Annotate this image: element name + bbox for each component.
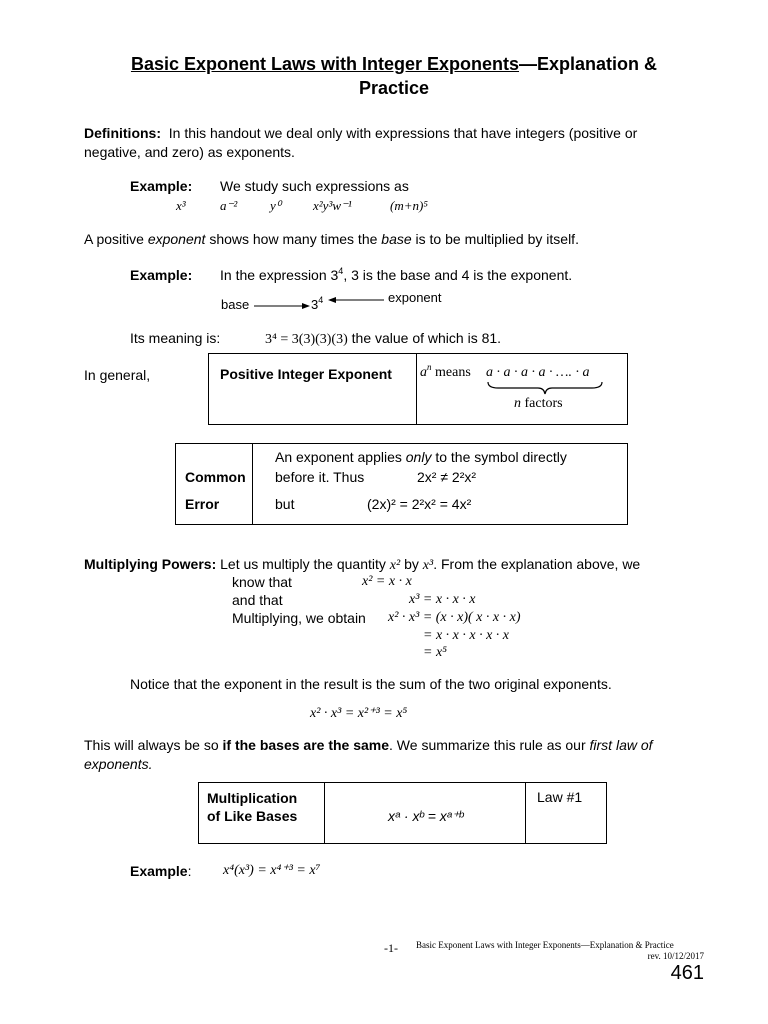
know-that-expr: x² = x · x <box>362 574 412 589</box>
example3-label-text: Example <box>130 863 188 879</box>
ex2-pre: In the expression 3 <box>220 267 339 283</box>
law1-label2: of Like Bases <box>207 808 298 824</box>
title-underlined: Basic Exponent Laws with Integer Exponents <box>130 54 520 74</box>
always-italic2: exponents. <box>84 756 153 772</box>
example2-label: Example: <box>130 267 193 283</box>
title-rest: —Explanation & <box>519 54 658 74</box>
factors-n: n <box>514 396 521 411</box>
multiplying-obtain-expr: x² · x³ = (x · x)( x · x · x) <box>388 610 521 625</box>
definitions-paragraph <box>84 124 704 162</box>
law1-label <box>207 789 297 825</box>
ce-line1-pre: An exponent applies <box>275 449 406 465</box>
footer-rev: rev. 10/12/2017 <box>647 951 704 961</box>
pe-mid: shows how many times the <box>205 231 382 247</box>
law1-formula: xᵃ · xᵇ = xᵃ⁺ᵇ <box>388 808 464 824</box>
meaning-line <box>265 330 501 348</box>
pie-means-word: means <box>431 365 471 380</box>
mp-c: . From the explanation above, we <box>433 556 641 572</box>
always-bold: if the bases are the same <box>222 737 390 753</box>
mp-x3: x³ <box>422 558 434 573</box>
factors-brace <box>486 380 604 396</box>
page-title <box>80 52 708 100</box>
pie-box-title: Positive Integer Exponent <box>220 366 392 382</box>
definitions-line2: negative, and zero) as exponents. <box>84 144 295 160</box>
common-error-but: but <box>275 496 295 512</box>
example3-label <box>130 863 191 879</box>
common-error-line2: before it. Thus <box>275 469 365 485</box>
positive-exponent-sentence <box>84 231 579 247</box>
always-mid: . We summarize this rule as our <box>389 737 590 753</box>
general-label: In general, <box>84 367 151 383</box>
mp-a: Let us multiply the quantity <box>220 556 390 572</box>
and-that-label: and that <box>232 592 283 608</box>
always-italic1: first law of <box>589 737 653 753</box>
center-three <box>311 297 323 312</box>
and-that-expr: x³ = x · x · x <box>409 592 476 607</box>
example1-label: Example: <box>130 178 193 194</box>
center-sup: 4 <box>318 295 324 305</box>
example1-expr-5: (m+n)⁵ <box>390 198 428 213</box>
multiplying-obtain-label: Multiplying, we obtain <box>232 610 366 626</box>
law1-label1: Multiplication <box>207 790 298 806</box>
law1-number: Law #1 <box>537 789 583 805</box>
always-paragraph <box>84 736 704 774</box>
pe-pre: A positive <box>84 231 148 247</box>
footer-page-number: 461 <box>670 962 704 984</box>
know-that-label: know that <box>232 574 292 590</box>
exponent-label: exponent <box>388 290 442 305</box>
ex2-sup: 4 <box>338 266 344 276</box>
notice-expr: x² · x³ = x²⁺³ = x⁵ <box>310 706 408 721</box>
example3-colon: : <box>187 863 192 879</box>
example3-expr: x⁴(x³) = x⁴⁺³ = x⁷ <box>223 863 321 878</box>
mp-b: by <box>400 556 423 572</box>
example1-text: We study such expressions as <box>220 178 409 194</box>
pe-exponent-word: exponent <box>147 231 206 247</box>
ce-only: only <box>405 449 432 465</box>
example1-expr-2: a⁻² <box>220 198 238 213</box>
example1-expr-3: y⁰ <box>270 198 281 213</box>
footer-page-marker: -1- <box>384 941 398 955</box>
mp-x2: x² <box>389 558 401 573</box>
pie-product: a · a · a · a · …. · a <box>486 365 590 380</box>
meaning-label: Its meaning is: <box>130 330 221 346</box>
common-error-label2: Error <box>185 496 220 512</box>
multiplying-line1 <box>84 556 640 574</box>
multiplying-step3: = x⁵ <box>423 645 448 660</box>
notice-text: Notice that the exponent in the result is the sum of the two original exponents. <box>130 676 612 692</box>
factors-label <box>514 396 563 412</box>
pe-post: is to be multiplied by itself. <box>411 231 579 247</box>
law1-divider-left <box>324 782 325 843</box>
pie-means-sup: n <box>427 362 432 372</box>
common-error-divider <box>252 443 253 524</box>
law1-divider-right <box>525 782 526 843</box>
meaning-expr: 3⁴ = 3(3)(3)(3) <box>265 332 348 347</box>
ex2-post: , 3 is the base and 4 is the exponent. <box>343 267 573 283</box>
pie-box-divider <box>416 353 417 424</box>
pie-means-base: a <box>420 365 427 380</box>
title-line2: Practice <box>358 78 430 98</box>
multiplying-label: Multiplying Powers: <box>84 556 217 572</box>
common-error-inequality: 2x² ≠ 2²x² <box>417 469 477 485</box>
always-pre: This will always be so <box>84 737 223 753</box>
center-base: 3 <box>311 297 319 312</box>
meaning-post: the value of which is 81. <box>347 330 502 346</box>
example2-text <box>220 267 572 283</box>
factors-word: factors <box>521 396 563 411</box>
multiplying-step2: = x · x · x · x · x <box>423 628 510 643</box>
footer-doc-title: Basic Exponent Laws with Integer Exponents—Explanation & Practice <box>416 940 674 950</box>
pie-means <box>420 362 471 381</box>
base-arrowhead <box>302 303 310 309</box>
common-error-label1: Common <box>185 469 246 485</box>
definitions-line1: In this handout we deal only with expressions that have integers (positive or <box>168 125 638 141</box>
exponent-arrowhead <box>328 297 336 303</box>
example1-expr-4: x²y³w⁻¹ <box>313 198 352 213</box>
example1-expr-1: x³ <box>176 198 186 213</box>
pe-base-word: base <box>381 231 412 247</box>
base-label: base <box>221 297 250 312</box>
definitions-label: Definitions: <box>84 125 161 141</box>
ce-line1-post: to the symbol directly <box>431 449 567 465</box>
common-error-equality: (2x)² = 2²x² = 4x² <box>367 496 472 512</box>
common-error-line1 <box>275 449 567 465</box>
